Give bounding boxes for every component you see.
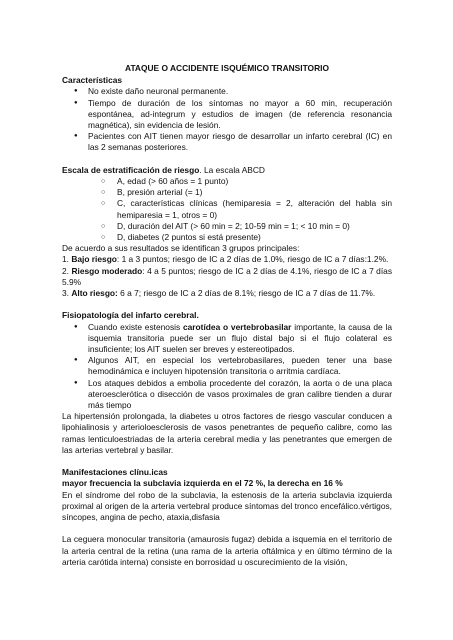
section-heading-caracteristicas: Características [62,75,123,86]
group-label: Alto riesgo: [71,288,118,299]
risk-group-high [62,288,392,299]
text-run: importante, la causa de la isquemia transitoria puede ser un flujo distal bajo si el flujo colateral es insuficiente; los AIT suelen ser breves y estereotipados. [88,321,392,355]
group-number: 2. [62,265,72,276]
manifestaciones-subheading: mayor frecuencia la subclavia izquierda en el 72 %, la derecha en 16 % [62,478,343,489]
list-item: ○ A, edad (> 60 años = 1 punto) [62,176,392,187]
caracteristicas-list [62,86,392,153]
risk-group-low [62,254,392,265]
text-run-bold: carotídea o vertebrobasilar [182,321,292,332]
manifestaciones-paragraph: En el síndrome del robo de la subclavia, la estenosis de la arteria subclavia izquierda proximal al origen de la arteria vertebral produce síntomas del tronco encefálico.vértigos, síncopes, angina de pecho, ataxia,disfasia [62,489,392,523]
group-number: 3. [62,288,72,299]
list-item: ○ B, presión arterial (= 1) [62,187,392,198]
group-number: 1. [62,254,72,265]
list-item: ● Los ataques debidos a embolia procedente del corazón, la aorta o de una placa ateroesclerótica o disección de vasos proximales de gran calibre tienden a durar más tiempo [62,378,392,412]
escala-list [62,176,392,243]
escala-heading-rest: . La escala ABCD [199,164,265,175]
group-text: : 1 a 3 puntos; riesgo de IC a 2 días de 1.0%, riesgo de IC a 7 días:1.2%. [116,254,389,265]
risk-group-moderate [62,266,392,288]
group-label: Bajo riesgo [71,254,117,265]
manifestaciones-paragraph-2: La ceguera monocular transitoria (amaurosis fugaz) debida a isquemia en el territorio de la arteria central de la retina (una rama de la arteria oftálmica y en último término de la arteria carótida interna) consiste en borrosidad u oscurecimiento de la visión, [62,534,392,567]
escala-intro: De acuerdo a sus resultados se identifican 3 grupos principales: [62,243,300,254]
section-heading-fisiopatologia: Fisiopatología del infarto cerebral. [62,310,199,321]
group-text: : 4 a 5 puntos; riesgo de IC a 2 días de 4.1%, riesgo de IC a 7 días 5.9% [62,265,393,287]
document-content [62,63,392,568]
page-title: ATAQUE O ACCIDENTE ISQUÉMICO TRANSITORIO [125,63,329,73]
escala-heading-bold: Escala de estratificación de riesgo [62,164,200,175]
list-item: ● Tiempo de duración de los síntomas no mayor a 60 min, recuperación espontánea, ad-integrum y estudios de imagen (de referencia resonancia magnética), sin evidencia de lesión. [62,98,392,132]
list-item: ○ D, duración del AIT (> 60 min = 2; 10-59 min = 1; < 10 min = 0) [62,221,392,232]
list-item: ● Algunos AIT, en especial los vertebrobasilares, pueden tener una base hemodinámica e incluyen hipotensión transitoria o arritmia cardíaca. [62,355,392,377]
fisiopatologia-paragraph: La hipertensión prolongada, la diabetes u otros factores de riesgo vascular conducen a lipohialinosis y arterioloesclerosis de vasos penetrantes de pequeño calibre, como las ramas lenticuloestriadas de la arteria cerebral media y las penetrantes que emergen de las arterias vertebral y basilar. [62,411,392,455]
list-item: ● Pacientes con AIT tienen mayor riesgo de desarrollar un infarto cerebral (IC) en las 2 semanas posteriores. [62,131,392,153]
fisiopatologia-list [62,322,392,412]
group-text: 6 a 7; riesgo de IC a 2 días de 8.1%; riesgo de IC a 7 días de 11.7%. [117,288,376,299]
list-item: ● No existe daño neuronal permanente. [62,86,392,97]
list-item [62,322,392,356]
group-label: Riesgo moderado [71,265,143,276]
section-heading-escala [62,165,392,176]
text-run: Cuando existe estenosis [88,321,183,332]
section-heading-manifestaciones: Manifestaciones clínu.icas [62,467,168,478]
list-item: ○ C, características clínicas (hemiparesia = 2, alteración del habla sin hemiparesia = 1, otros = 0) [62,198,392,220]
list-item: ○ D, diabetes (2 puntos si está presente) [62,232,392,243]
